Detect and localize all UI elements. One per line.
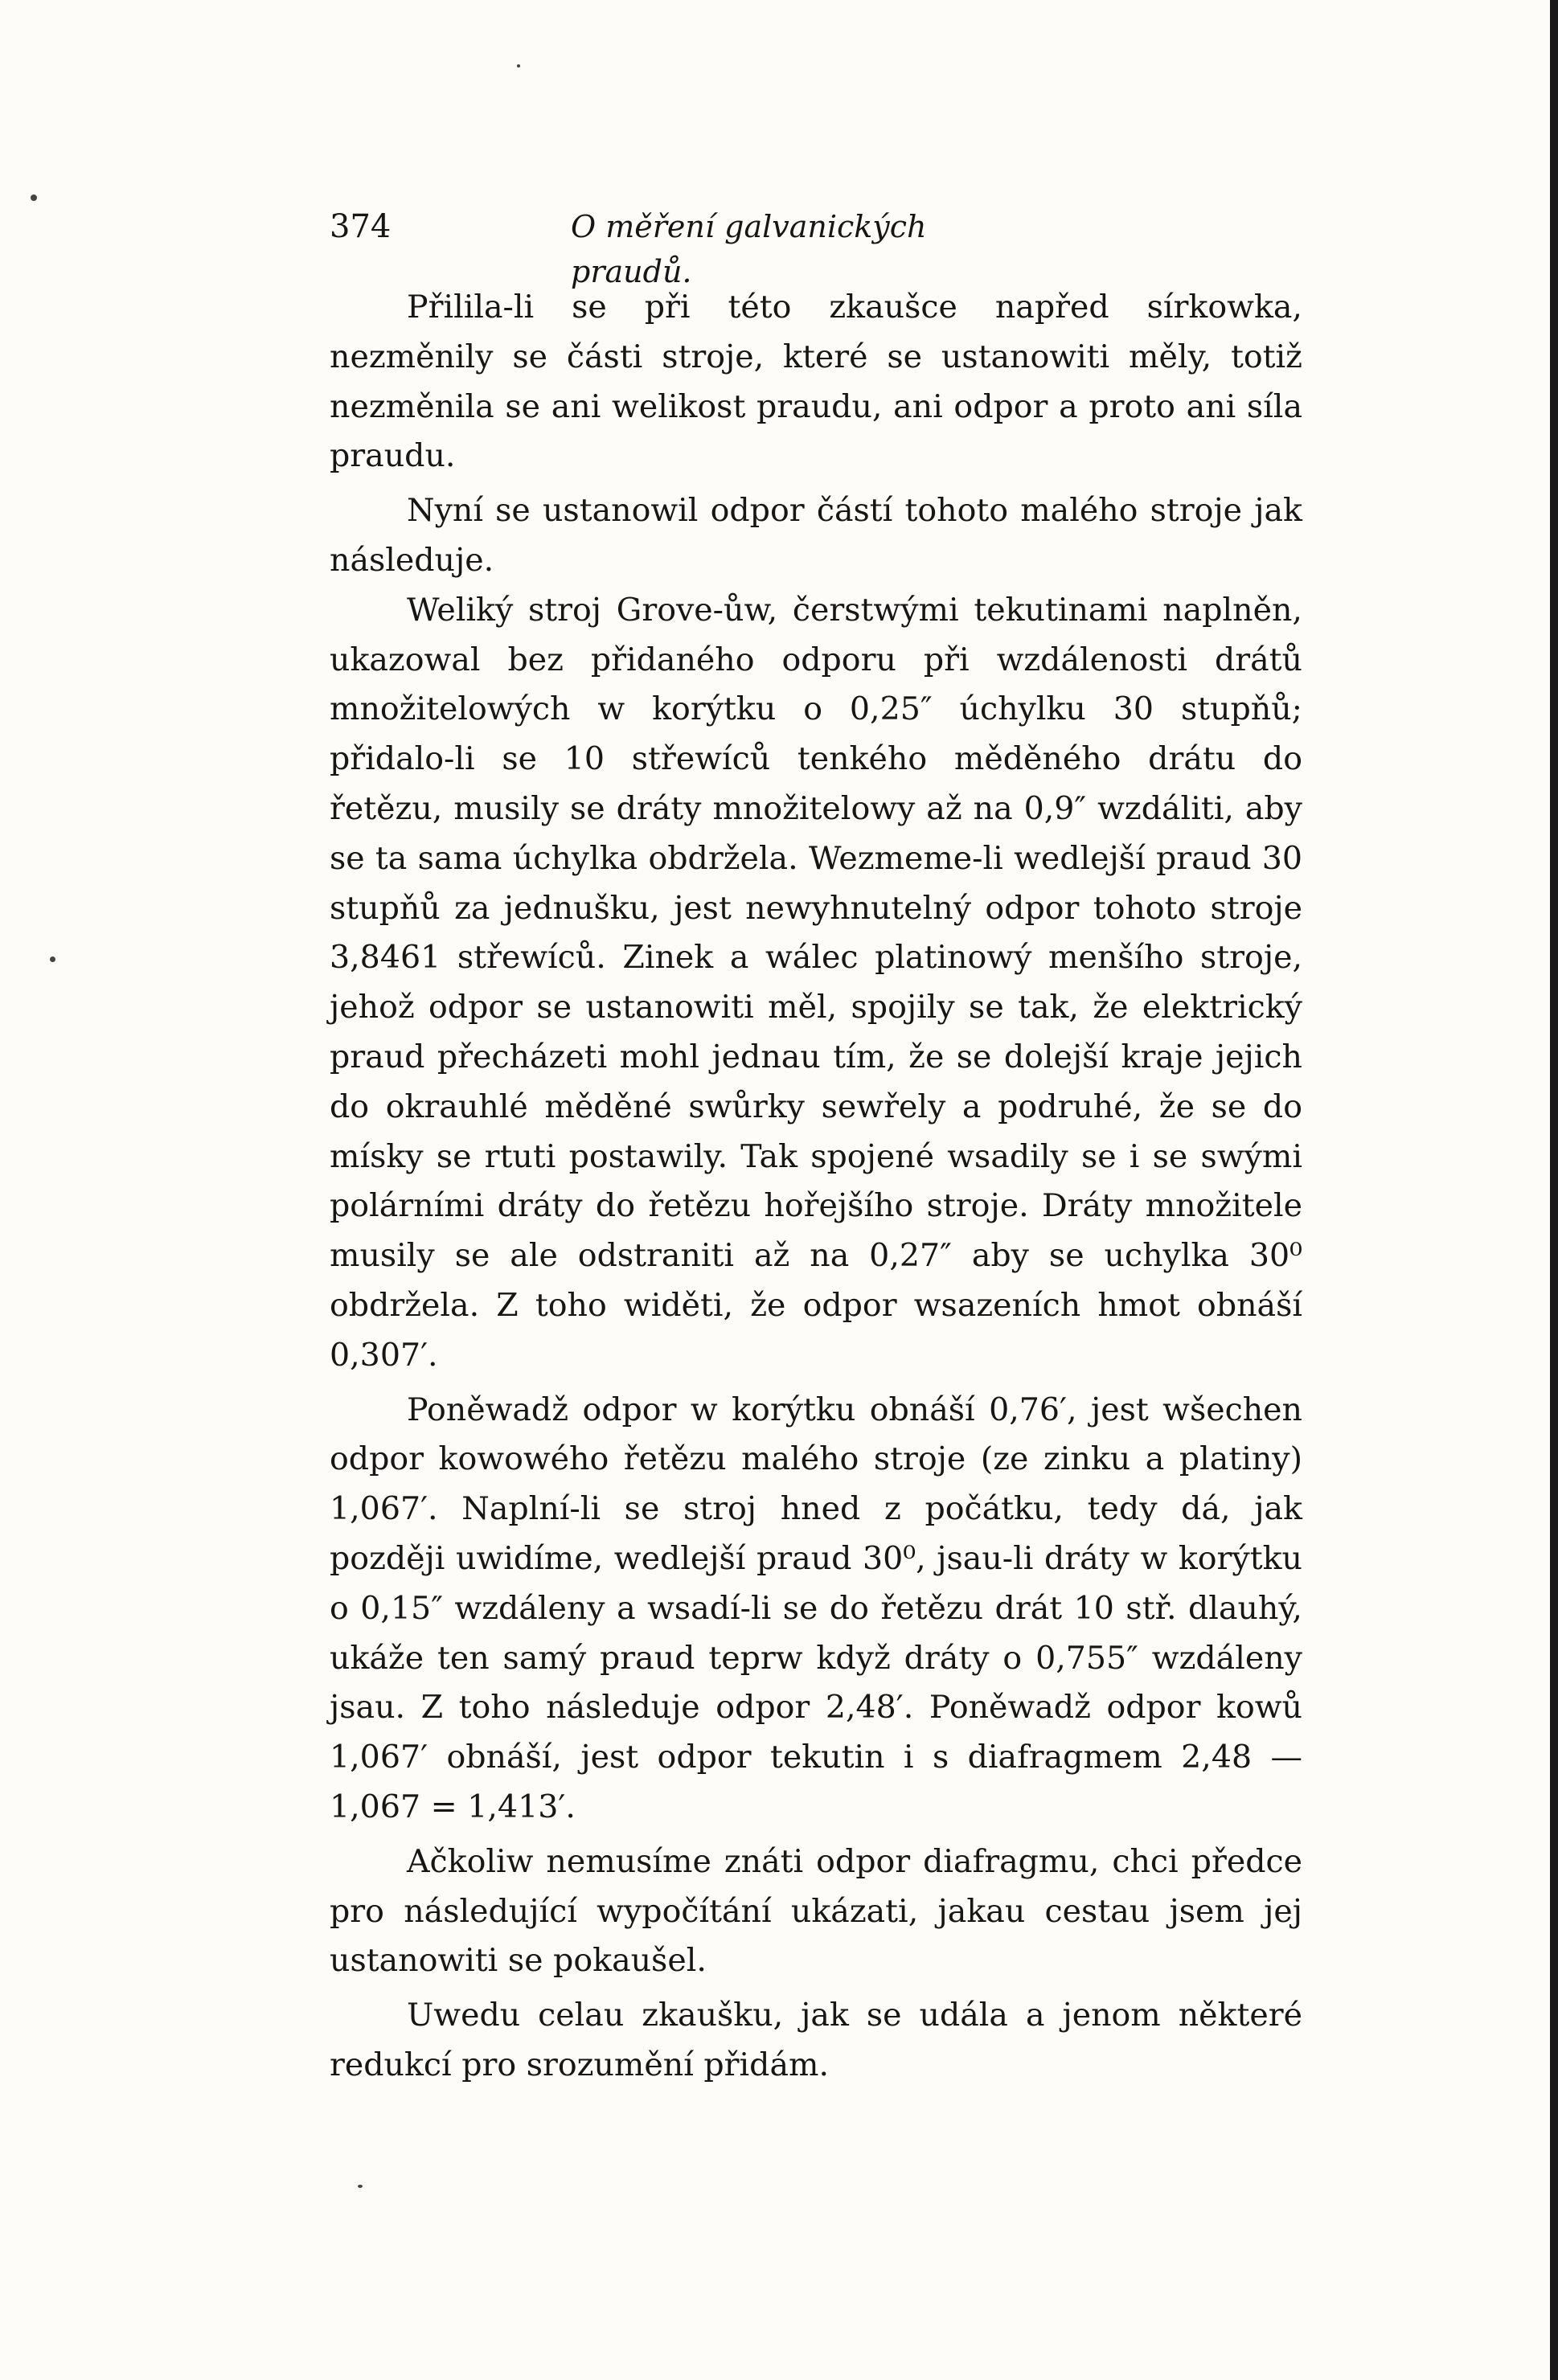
scan-speck xyxy=(31,195,37,201)
scan-speck xyxy=(517,64,520,68)
paragraph: Nyní se ustanowil odpor částí tohoto malého stroje jak následuje. xyxy=(330,492,1302,579)
body-text xyxy=(330,283,1302,2091)
running-title: O měření galvanických praudů. xyxy=(571,209,927,289)
scan-speck xyxy=(358,2185,363,2188)
paragraph: Weliký stroj Grove-ůw, čerstwými tekutinami naplněn, ukazowal bez přidaného odporu při wzdálenosti drátů množitelowých w korýtku o 0,25″ úchylku 30 stupňů; přidalo-li se 10 střewíců tenkého měděného drátu do řetězu, musily se dráty množitelowy až na 0,9″ wzdáliti, aby se ta sama úchylka obdržela. Wezmeme-li wedlejší praud 30 stupňů za jednušku, jest newyhnutelný odpor tohoto stroje 3,8461 střewíců. Zinek a wálec platinowý menšího stroje, jehož odpor se ustanowiti měl, spojily se tak, že elektrický praud přecházeti mohl jednau tím, že se dolejší kraje jejich do okrauhlé měděné swůrky sewřely a podruhé, že se do mísky se rtuti postawily. Tak spojené wsadily se i se swými polárními dráty do řetězu hořejšího stroje. Dráty množitele musily se ale odstraniti až na 0,27″ aby se uchylka 30⁰ obdržela. Z toho widěti, že odpor wsazeních hmot obnáší 0,307′. xyxy=(330,591,1302,1374)
page-header xyxy=(330,204,1053,289)
paragraph: Přilila-li se při této zkaušce napřed sírkowka, nezměnily se části stroje, které se ustanowiti měly, totiž nezměnila se ani welikost praudu, ani odpor a proto ani síla praudu. xyxy=(330,289,1302,475)
page-number: 374 xyxy=(330,208,392,245)
paragraph: Uwedu celau zkaušku, jak se udála a jenom některé redukcí pro srozumění přidám. xyxy=(330,1997,1302,2083)
paragraph: Poněwadž odpor w korýtku obnáší 0,76′, jest wšechen odpor kowowého řetězu malého stroje (ze zinku a platiny) 1,067′. Naplní-li se stroj hned z počátku, tedy dá, jak později uwidíme, wedlejší praud 30⁰, jsau-li dráty w korýtku o 0,15″ wzdáleny a wsadí-li se do řetězu drát 10 stř. dlauhý, ukáže ten samý praud teprw když dráty o 0,755″ wzdáleny jsau. Z toho následuje odpor 2,48′. Poněwadž odpor kowů 1,067′ obnáší, jest odpor tekutin i s diafragmem 2,48 — 1,067 = 1,413′. xyxy=(330,1391,1302,1825)
paragraph: Ačkoliw nemusíme znáti odpor diafragmu, chci předce pro následující wypočítání ukázati, jakau cestau jsem jej ustanowiti se pokaušel. xyxy=(330,1842,1302,1980)
scan-speck xyxy=(50,957,55,962)
scan-border xyxy=(1550,0,1558,2380)
